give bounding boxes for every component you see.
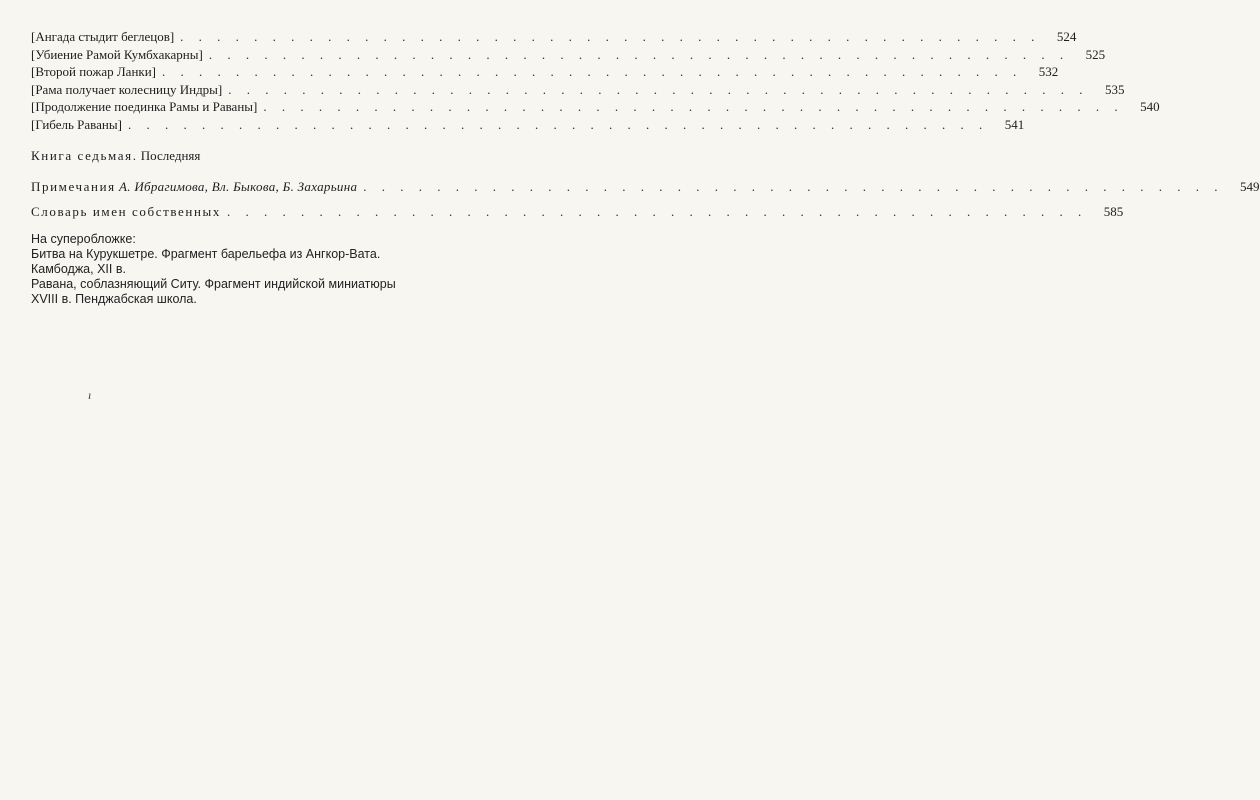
toc-entry	[31, 63, 1059, 81]
toc-notes-page: 549	[1240, 179, 1260, 194]
toc-entry-page: 540	[1140, 99, 1160, 114]
toc-leader-dots: . . . . . . . . . . . . . . . . . . . . . . . . . . . . . . . . . . . . . . . . . . . . . . .	[127, 116, 989, 132]
toc-leader-dots: . . . . . . . . . . . . . . . . . . . . . . . . . . . . . . . . . . . . . . . . . . . . . . .	[180, 29, 1041, 44]
toc-entry	[31, 81, 1125, 99]
toc-leader-dots: . . . . . . . . . . . . . . . . . . . . . . . . . . . . . . . . . . . . . . . . . . . . . . .	[162, 64, 1023, 79]
cover-credits	[31, 232, 499, 307]
toc-entry-title: [Рама получает колесницу Индры]	[31, 81, 223, 97]
toc-leader-dots: . . . . . . . . . . . . . . . . . . . . . . . . . . . . . . . . . . . . . . . . . . . . . . .	[226, 203, 1088, 219]
toc-entry-page: 541	[1004, 116, 1025, 132]
stray-print-mark: ı	[88, 388, 92, 402]
toc-leader-dots: . . . . . . . . . . . . . . . . . . . . . . . . . . . . . . . . . . . . . . . . . . . . . . .	[208, 46, 1070, 62]
book-heading-number: Книга седьмая.	[31, 148, 138, 163]
notes-label: Примечания	[31, 179, 116, 194]
toc-leader-dots: . . . . . . . . . . . . . . . . . . . . . . . . . . . . . . . . . . . . . . . . . . . . . . .	[228, 81, 1089, 97]
book-heading	[31, 147, 499, 164]
cover-heading: На суперобложке:	[31, 232, 136, 246]
toc-notes-title	[31, 178, 357, 196]
toc-entry-title: [Второй пожар Ланки]	[31, 64, 156, 79]
table-of-contents	[31, 28, 1260, 307]
book-heading-title: Последняя	[140, 148, 201, 163]
toc-entry	[31, 28, 1077, 46]
toc-entry-title: [Ангада стыдит беглецов]	[31, 29, 175, 44]
cover-line: Битва на Курукшетре. Фрагмент барельефа из Ангкор-Вата.	[31, 247, 381, 261]
cover-line: Камбоджа, XII в.	[31, 262, 126, 276]
toc-entry-page: 535	[1105, 81, 1125, 97]
cover-line: Равана, соблазняющий Ситу. Фрагмент индийской миниатюры	[31, 277, 396, 291]
toc-entry	[31, 98, 1160, 116]
toc-leader-dots: . . . . . . . . . . . . . . . . . . . . . . . . . . . . . . . . . . . . . . . . . . . . . . .	[263, 99, 1124, 114]
toc-notes-entry	[31, 178, 1260, 196]
toc-entry-page: 525	[1085, 46, 1106, 62]
toc-entry-page: 532	[1038, 64, 1059, 79]
dictionary-label: Словарь имен собственных	[31, 203, 221, 219]
toc-leader-dots: . . . . . . . . . . . . . . . . . . . . . . . . . . . . . . . . . . . . . . . . . . . . . . .	[363, 179, 1224, 194]
toc-entry-title: [Убиение Рамой Кумбхакарны]	[31, 46, 203, 62]
toc-entry-title: [Гибель Раваны]	[31, 116, 122, 132]
cover-line: XVIII в. Пенджабская школа.	[31, 292, 197, 306]
toc-entry-page: 524	[1056, 29, 1077, 44]
toc-entry	[31, 116, 1025, 134]
toc-entry	[31, 46, 1106, 64]
toc-dictionary-entry	[31, 203, 1124, 221]
notes-authors: А. Ибрагимова, Вл. Быкова, Б. Захарьина	[118, 179, 358, 194]
toc-dictionary-page: 585	[1103, 203, 1124, 219]
toc-entry-title: [Продолжение поединка Рамы и Раваны]	[31, 99, 258, 114]
